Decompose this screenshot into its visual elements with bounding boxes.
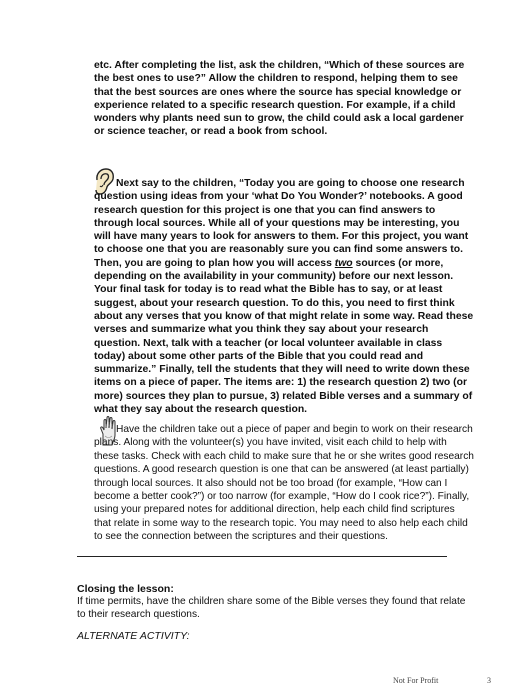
footer-text: Not For Profit — [393, 676, 439, 685]
closing-heading: Closing the lesson: — [77, 583, 174, 595]
emphasis-two: two — [334, 257, 353, 269]
paragraph-research-instructions-before: Next say to the children, “Today you are going to choose one research question using ideas from your ‘what Do You Wonder?’ notebooks. A good research question for this project is one that you can find answers to through local sources. While all of your questions may be interesting, you will have many years to look for answers to them. For this project, you want to choose one that you are reasonably sure you can find some answers to. Then, you are going to plan how you will access — [94, 178, 469, 269]
paragraph-list-discussion: etc. After completing the list, ask the children, “Which of these sources are the best ones to use?” Allow the children to respond, helping them to see that the best sources are ones where the source has special knowledge or experience related to a specific research question. For example, if a child wonders why plants need sun to grow, the child could ask a local gardener or science teacher, or read a book from school. — [94, 60, 465, 138]
alternate-activity-heading: ALTERNATE ACTIVITY: — [77, 630, 190, 642]
paragraph-research-instructions — [94, 177, 474, 416]
page-number: 3 — [487, 676, 491, 685]
paragraph-research-instructions-after: sources (or more, depending on the availability in your community) before our next lesson. Your final task for today is to read what the Bible has to say, or at least suggest, about your research question. To do this, you need to first think about any verses that you know of that might relate in some way. Read these verses and summarize what you think they say about your research question. Next, talk with a teacher (or local volunteer available in class today) about some other parts of the Bible that you could read and summarize.” Finally, tell the students that they will need to write down these items on a piece of paper. The items are: 1) the research question 2) two (or more) sources they plan to pursue, 3) related Bible verses and a summary of what they say about the research question. — [94, 257, 474, 416]
section-divider — [77, 556, 447, 557]
paragraph-research-plans: Have the children take out a piece of paper and begin to work on their research plans. Along with the volunteer(s) you have invited, visit each child to help with these tasks. Check with each child to make sure that he or she writes good research questions. A good research question is one that can be answered (at least partially) through local sources. It also should not be too broad (for example, “How can I become a better cook?”) or too narrow (for example, “How do I cook rice?”). Finally, using your prepared notes for additional direction, help each child find scriptures that relate in some way to the research topic. You may need to also help each child to see the connection between the scriptures and their questions. — [94, 424, 474, 543]
closing-body: If time permits, have the children share some of the Bible verses they found that relate to their research questions. — [77, 596, 466, 621]
